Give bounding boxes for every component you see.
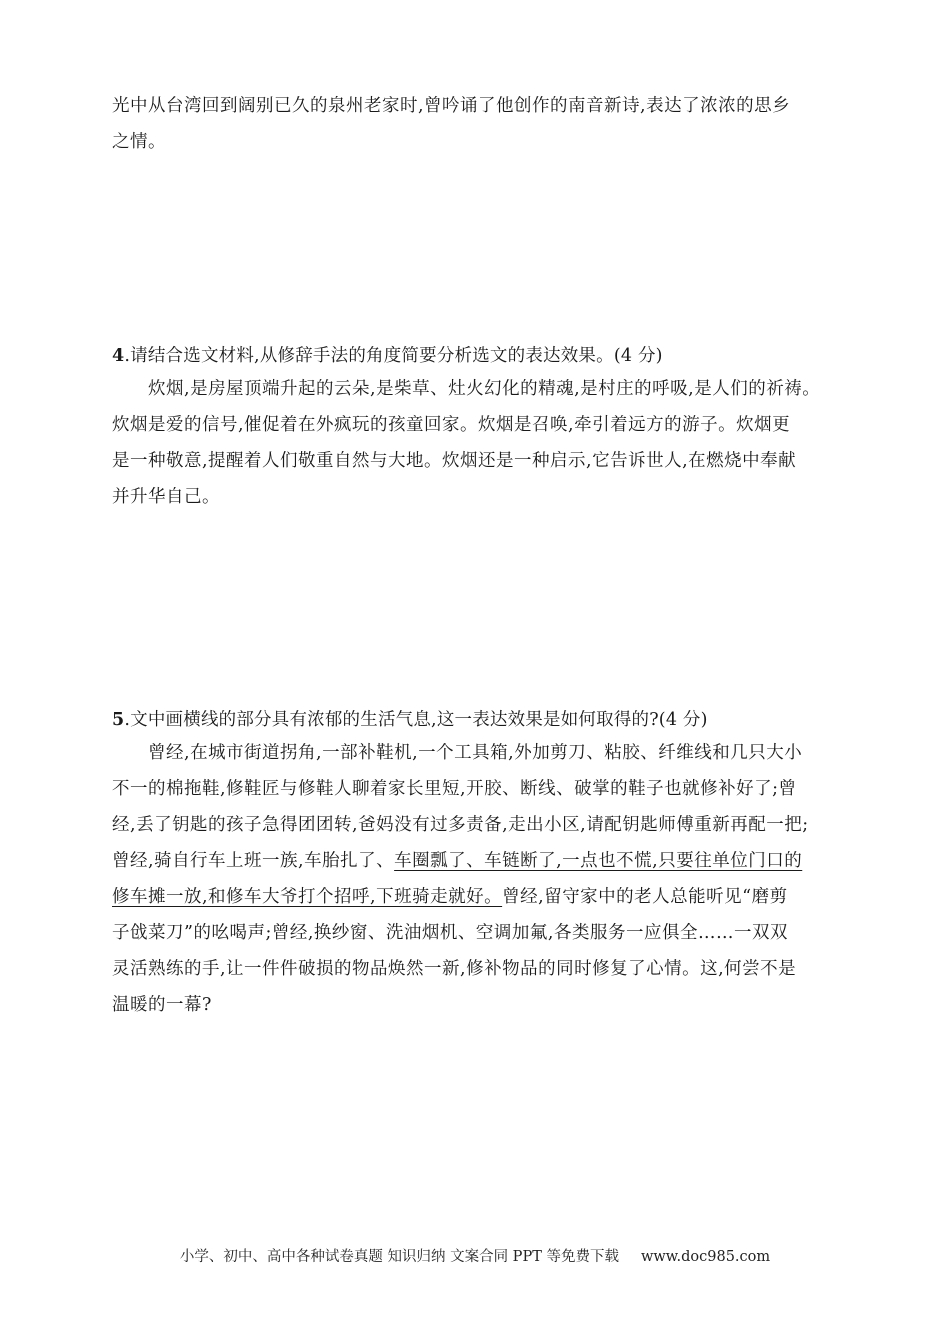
q5-passage-line-3: 经,丢了钥匙的孩子急得团团转,爸妈没有过多责备,走出小区,请配钥匙师傅重新再配一把; xyxy=(112,815,809,835)
intro-line-1: 光中从台湾回到阔别已久的泉州老家时,曾吟诵了他创作的南音新诗,表达了浓浓的思乡 xyxy=(112,96,791,116)
q5-line-5-plain: 曾经,留守家中的老人总能听见“磨剪 xyxy=(502,887,788,907)
question-4-number: 4 xyxy=(112,346,125,366)
q5-passage-line-2: 不一的棉拖鞋,修鞋匠与修鞋人聊着家长里短,开胶、断线、破掌的鞋子也就修补好了;曾 xyxy=(112,779,797,799)
q5-passage-line-8: 温暖的一幕? xyxy=(112,995,212,1015)
footer-site-link[interactable]: www.doc985.com xyxy=(640,1249,771,1265)
question-5-number: 5 xyxy=(112,710,125,730)
q4-passage-line-1: 炊烟,是房屋顶端升起的云朵,是柴草、灶火幻化的精魂,是村庄的呼吸,是人们的祈祷。 xyxy=(148,379,821,399)
question-4 xyxy=(112,341,852,515)
q5-underlined-sentence-part-2: 修车摊一放,和修车大爷打个招呼,下班骑走就好。 xyxy=(112,887,503,907)
question-5-prompt: .文中画横线的部分具有浓郁的生活气息,这一表达效果是如何取得的?(4 分) xyxy=(124,710,708,730)
q5-passage-line-7: 灵活熟练的手,让一件件破损的物品焕然一新,修补物品的同时修复了心情。这,何尝不是 xyxy=(112,959,797,979)
question-4-passage xyxy=(112,371,852,515)
q5-underlined-sentence-part-1: 车圈瓢了、车链断了,一点也不慌,只要往单位门口的 xyxy=(394,851,803,871)
q4-passage-line-3: 是一种敬意,提醒着人们敬重自然与大地。炊烟还是一种启示,它告诉世人,在燃烧中奉献 xyxy=(112,451,797,471)
q5-passage-line-6: 子戗菜刀”的吆喝声;曾经,换纱窗、洗油烟机、空调加氟,各类服务一应俱全……一双双 xyxy=(112,923,788,943)
question-5-title xyxy=(112,705,852,735)
question-5 xyxy=(112,705,852,1023)
q4-passage-line-2: 炊烟是爱的信号,催促着在外疯玩的孩童回家。炊烟是召唤,牵引着远方的游子。炊烟更 xyxy=(112,415,791,435)
footer-text: 小学、初中、高中各种试卷真题 知识归纳 文案合同 PPT 等免费下载 xyxy=(179,1249,619,1265)
q5-line-4-plain: 曾经,骑自行车上班一族,车胎扎了、 xyxy=(112,851,395,871)
q5-passage-line-4 xyxy=(112,843,852,879)
intro-line-2: 之情。 xyxy=(112,132,166,152)
question-4-title xyxy=(112,341,852,371)
q5-passage-line-5 xyxy=(112,879,852,915)
question-5-passage xyxy=(112,735,852,1023)
q4-passage-line-4: 并升华自己。 xyxy=(112,487,220,507)
question-4-prompt: .请结合选文材料,从修辞手法的角度简要分析选文的表达效果。(4 分) xyxy=(124,346,663,366)
q5-passage-line-1: 曾经,在城市街道拐角,一部补鞋机,一个工具箱,外加剪刀、粘胶、纤维线和几只大小 xyxy=(148,743,803,763)
intro-paragraph xyxy=(112,88,852,160)
page-footer xyxy=(0,1245,950,1269)
